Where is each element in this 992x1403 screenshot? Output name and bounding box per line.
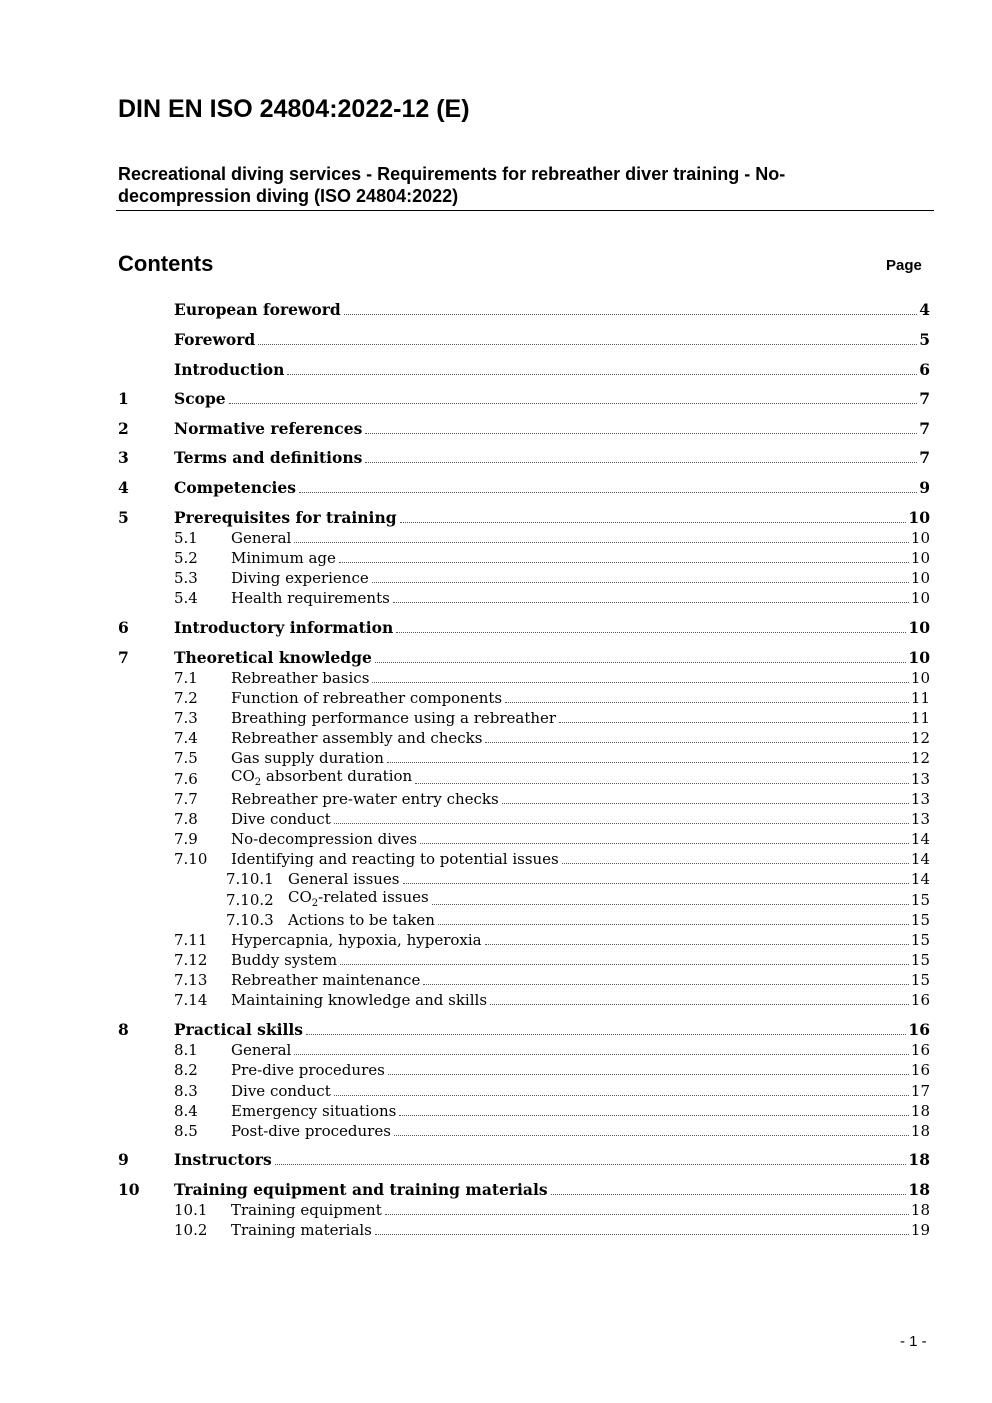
toc-entry-number: 8.3 (174, 1082, 198, 1100)
toc-entry-number: 2 (118, 419, 129, 438)
toc-entry[interactable] (118, 889, 930, 909)
toc-entry-page: 11 (910, 709, 930, 727)
toc-entry-title: Rebreather assembly and checks (231, 729, 483, 747)
toc-entry[interactable] (118, 527, 930, 547)
toc-entry-title: Identifying and reacting to potential issues (231, 850, 559, 868)
toc-entry-title: Pre-dive procedures (231, 1061, 385, 1079)
toc-entry[interactable] (118, 1059, 930, 1079)
toc-entry-page: 7 (919, 419, 930, 438)
toc-entry[interactable] (118, 447, 930, 467)
toc-entry-page: 10 (908, 648, 930, 667)
toc-entry-page: 15 (910, 931, 930, 949)
toc-entry-title: Post-dive procedures (231, 1122, 391, 1140)
toc-entry-title: Diving experience (231, 569, 369, 587)
toc-entry-title: Foreword (174, 330, 256, 349)
toc-entry-title: Training equipment and training materials (174, 1180, 548, 1199)
toc-entry-title: Training equipment (231, 1201, 382, 1219)
page-number-footer: - 1 - (900, 1333, 927, 1350)
toc-entry-number: 9 (118, 1150, 129, 1169)
toc-entry-number: 1 (118, 389, 129, 408)
toc-entry-number: 7.3 (174, 709, 198, 727)
toc-entry-number: 7.10.2 (226, 891, 274, 909)
title-divider (116, 210, 934, 211)
toc-entry[interactable] (118, 617, 930, 637)
toc-entry-page: 18 (910, 1201, 930, 1219)
toc-entry-page: 14 (910, 830, 930, 848)
toc-entry-title: Rebreather basics (231, 669, 370, 687)
toc-entry[interactable] (118, 418, 930, 438)
toc-entry-page: 10 (910, 529, 930, 547)
toc-entry-number: 7 (118, 648, 129, 667)
toc-entry-title: Prerequisites for training (174, 508, 397, 527)
toc-entry-page: 14 (910, 870, 930, 888)
toc-entry-number: 8.2 (174, 1061, 198, 1079)
toc-leader-dots (294, 541, 909, 543)
toc-entry-page: 14 (910, 850, 930, 868)
toc-entry-page: 10 (910, 589, 930, 607)
toc-entry-title: General (231, 529, 292, 547)
toc-entry[interactable] (118, 547, 930, 567)
toc-entry-title: Practical skills (174, 1020, 303, 1039)
toc-entry-page: 13 (910, 810, 930, 828)
toc-leader-dots (502, 802, 909, 804)
toc-entry-title: Introductory information (174, 618, 394, 637)
toc-entry-title: Health requirements (231, 589, 390, 607)
toc-entry-title: European foreword (174, 300, 341, 319)
toc-entry-number: 7.1 (174, 669, 198, 687)
toc-entry[interactable] (118, 507, 930, 527)
toc-entry-page: 15 (910, 971, 930, 989)
toc-title-subscript: 2 (311, 898, 319, 909)
toc-entry-page: 12 (910, 749, 930, 767)
toc-leader-dots (423, 983, 909, 985)
toc-entry-page: 15 (910, 951, 930, 969)
toc-leader-dots (438, 923, 909, 925)
toc-leader-dots (299, 491, 917, 493)
toc-entry[interactable] (118, 707, 930, 727)
toc-entry-page: 18 (908, 1150, 930, 1169)
toc-entry[interactable] (118, 788, 930, 808)
toc-entry-number: 8.5 (174, 1122, 198, 1140)
toc-entry[interactable] (118, 1219, 930, 1239)
toc-leader-dots (394, 1134, 909, 1136)
toc-entry-title: Instructors (174, 1150, 272, 1169)
toc-entry[interactable] (118, 299, 930, 319)
toc-entry-number: 7.6 (174, 770, 198, 788)
toc-entry-title: Introduction (174, 360, 285, 379)
toc-entry[interactable] (118, 727, 930, 747)
toc-entry-page: 17 (910, 1082, 930, 1100)
toc-leader-dots (372, 581, 909, 583)
toc-leader-dots (415, 782, 909, 784)
toc-entry[interactable] (118, 647, 930, 667)
toc-leader-dots (294, 1053, 909, 1055)
toc-leader-dots (559, 721, 909, 723)
toc-entry-number: 7.2 (174, 689, 198, 707)
toc-entry-title: Normative references (174, 419, 363, 438)
toc-entry-number: 7.9 (174, 830, 198, 848)
toc-entry-number: 5 (118, 508, 129, 527)
document-subtitle: Recreational diving services - Requirements for rebreather diver training - No-decompression diving (ISO 24804:2022) (118, 164, 786, 206)
toc-entry-title: Breathing performance using a rebreather (231, 709, 557, 727)
toc-entry-page: 9 (919, 478, 930, 497)
toc-entry[interactable] (118, 828, 930, 848)
toc-entry[interactable] (118, 768, 930, 788)
toc-entry-number: 4 (118, 478, 129, 497)
toc-entry-title: Gas supply duration (231, 749, 384, 767)
toc-leader-dots (420, 842, 909, 844)
toc-entry-number: 5.4 (174, 589, 198, 607)
toc-leader-dots (375, 661, 907, 663)
toc-entry[interactable] (118, 587, 930, 607)
toc-leader-dots (306, 1033, 906, 1035)
toc-entry-page: 19 (910, 1221, 930, 1239)
toc-entry-page: 15 (910, 911, 930, 929)
toc-leader-dots (372, 681, 909, 683)
toc-leader-dots (344, 313, 917, 315)
toc-entry-title: Dive conduct (231, 810, 331, 828)
toc-entry-title: Terms and definitions (174, 448, 363, 467)
toc-entry-page: 18 (908, 1180, 930, 1199)
toc-entry-page: 10 (908, 508, 930, 527)
toc-entry-number: 10.2 (174, 1221, 208, 1239)
toc-leader-dots (551, 1193, 907, 1195)
toc-entry[interactable] (118, 687, 930, 707)
toc-entry-title: Rebreather pre-water entry checks (231, 790, 499, 808)
toc-entry-number: 7.8 (174, 810, 198, 828)
toc-entry-title: Actions to be taken (288, 911, 435, 929)
toc-entry-title: General issues (288, 870, 400, 888)
toc-entry-number: 5.2 (174, 549, 198, 567)
toc-leader-dots (385, 1213, 909, 1215)
toc-entry-number: 10 (118, 1180, 140, 1199)
toc-entry[interactable] (118, 949, 930, 969)
toc-entry[interactable] (118, 969, 930, 989)
toc-leader-dots (287, 373, 917, 375)
toc-entry-number: 3 (118, 448, 129, 467)
toc-leader-dots (396, 631, 906, 633)
toc-entry-page: 16 (910, 1041, 930, 1059)
toc-title-part: CO (288, 888, 312, 906)
toc-entry-number: 7.13 (174, 971, 208, 989)
toc-leader-dots (339, 561, 909, 563)
toc-entry-page: 10 (910, 569, 930, 587)
toc-entry-number: 5.3 (174, 569, 198, 587)
toc-leader-dots (432, 903, 909, 905)
toc-leader-dots (393, 601, 909, 603)
toc-entry[interactable] (118, 1199, 930, 1219)
toc-entry-page: 13 (910, 790, 930, 808)
toc-entry[interactable] (118, 929, 930, 949)
toc-entry[interactable] (118, 667, 930, 687)
toc-entry-title: Function of rebreather components (231, 689, 503, 707)
toc-leader-dots (403, 882, 909, 884)
toc-entry[interactable] (118, 1149, 930, 1169)
toc-entry-page: 18 (910, 1102, 930, 1120)
contents-heading: Contents (118, 251, 214, 276)
toc-leader-dots (375, 1233, 909, 1235)
toc-entry-title: Maintaining knowledge and skills (231, 991, 488, 1009)
toc-entry[interactable] (118, 1120, 930, 1140)
toc-entry-number: 10.1 (174, 1201, 208, 1219)
toc-leader-dots (365, 461, 917, 463)
toc-entry-number: 8 (118, 1020, 129, 1039)
toc-leader-dots (387, 761, 909, 763)
toc-entry-page: 11 (910, 689, 930, 707)
toc-entry-number: 7.10.3 (226, 911, 274, 929)
toc-entry-page: 7 (919, 448, 930, 467)
toc-entry-title: Emergency situations (231, 1102, 397, 1120)
toc-entry-number: 8.4 (174, 1102, 198, 1120)
toc-entry-number: 7.10.1 (226, 870, 274, 888)
toc-leader-dots (485, 741, 908, 743)
toc-entry-title: Theoretical knowledge (174, 648, 372, 667)
toc-entry-page: 7 (919, 389, 930, 408)
toc-entry-number: 7.7 (174, 790, 198, 808)
toc-entry-title: Competencies (174, 478, 296, 497)
toc-leader-dots (275, 1163, 907, 1165)
toc-leader-dots (229, 402, 918, 404)
toc-entry[interactable] (118, 868, 930, 888)
toc-entry-number: 7.14 (174, 991, 208, 1009)
toc-title-part: CO (231, 767, 255, 785)
toc-entry-title: Hypercapnia, hypoxia, hyperoxia (231, 931, 482, 949)
toc-leader-dots (365, 432, 917, 434)
toc-entry-number: 7.5 (174, 749, 198, 767)
toc-entry-title: Training materials (231, 1221, 372, 1239)
toc-entry-page: 4 (919, 300, 930, 319)
toc-leader-dots (400, 521, 907, 523)
toc-entry-title: General (231, 1041, 292, 1059)
toc-entry[interactable] (118, 1019, 930, 1039)
toc-entry-number: 7.4 (174, 729, 198, 747)
toc-entry-title: Rebreather maintenance (231, 971, 421, 989)
toc-entry[interactable] (118, 329, 930, 349)
toc-entry-title (288, 888, 429, 909)
toc-title-subscript: 2 (254, 777, 262, 788)
toc-leader-dots (388, 1073, 909, 1075)
toc-entry-page: 16 (910, 991, 930, 1009)
toc-entry-page: 18 (910, 1122, 930, 1140)
toc-entry-page: 10 (910, 549, 930, 567)
toc-leader-dots (334, 1094, 909, 1096)
toc-entry[interactable] (118, 848, 930, 868)
toc-entry-page: 10 (908, 618, 930, 637)
toc-entry-number: 5.1 (174, 529, 198, 547)
toc-entry[interactable] (118, 1179, 930, 1199)
page-column-heading: Page (886, 257, 922, 274)
toc-leader-dots (340, 963, 909, 965)
toc-entry-page: 16 (910, 1061, 930, 1079)
toc-entry-title (231, 767, 412, 788)
toc-entry[interactable] (118, 388, 930, 408)
toc-entry-page: 16 (908, 1020, 930, 1039)
document-title: DIN EN ISO 24804:2022-12 (E) (118, 95, 470, 123)
toc-entry[interactable] (118, 477, 930, 497)
toc-entry-title: Buddy system (231, 951, 338, 969)
toc-entry-number: 7.10 (174, 850, 208, 868)
toc-entry-page: 12 (910, 729, 930, 747)
toc-entry-page: 6 (919, 360, 930, 379)
toc-leader-dots (334, 822, 909, 824)
toc-entry[interactable] (118, 747, 930, 767)
toc-entry[interactable] (118, 1039, 930, 1059)
toc-entry-number: 8.1 (174, 1041, 198, 1059)
toc-entry-title: Dive conduct (231, 1082, 331, 1100)
toc-entry-title: No-decompression dives (231, 830, 418, 848)
toc-entry[interactable] (118, 1080, 930, 1100)
toc-entry-page: 15 (910, 891, 930, 909)
toc-entry-number: 7.12 (174, 951, 208, 969)
toc-title-part: absorbent duration (261, 767, 413, 785)
toc-entry-number: 7.11 (174, 931, 208, 949)
toc-leader-dots (399, 1114, 909, 1116)
toc-entry[interactable] (118, 909, 930, 929)
toc-entry[interactable] (118, 359, 930, 379)
toc-entry[interactable] (118, 1100, 930, 1120)
toc-entry-page: 13 (910, 770, 930, 788)
toc-entry[interactable] (118, 989, 930, 1009)
toc-entry-title: Minimum age (231, 549, 336, 567)
toc-leader-dots (490, 1003, 909, 1005)
toc-entry[interactable] (118, 567, 930, 587)
toc-leader-dots (505, 701, 909, 703)
toc-leader-dots (562, 862, 909, 864)
toc-leader-dots (485, 943, 909, 945)
toc-entry-page: 5 (919, 330, 930, 349)
toc-entry-title: Scope (174, 389, 226, 408)
toc-leader-dots (258, 343, 917, 345)
toc-title-part: -related issues (318, 888, 429, 906)
toc-entry[interactable] (118, 808, 930, 828)
toc-entry-page: 10 (910, 669, 930, 687)
toc-entry-number: 6 (118, 618, 129, 637)
